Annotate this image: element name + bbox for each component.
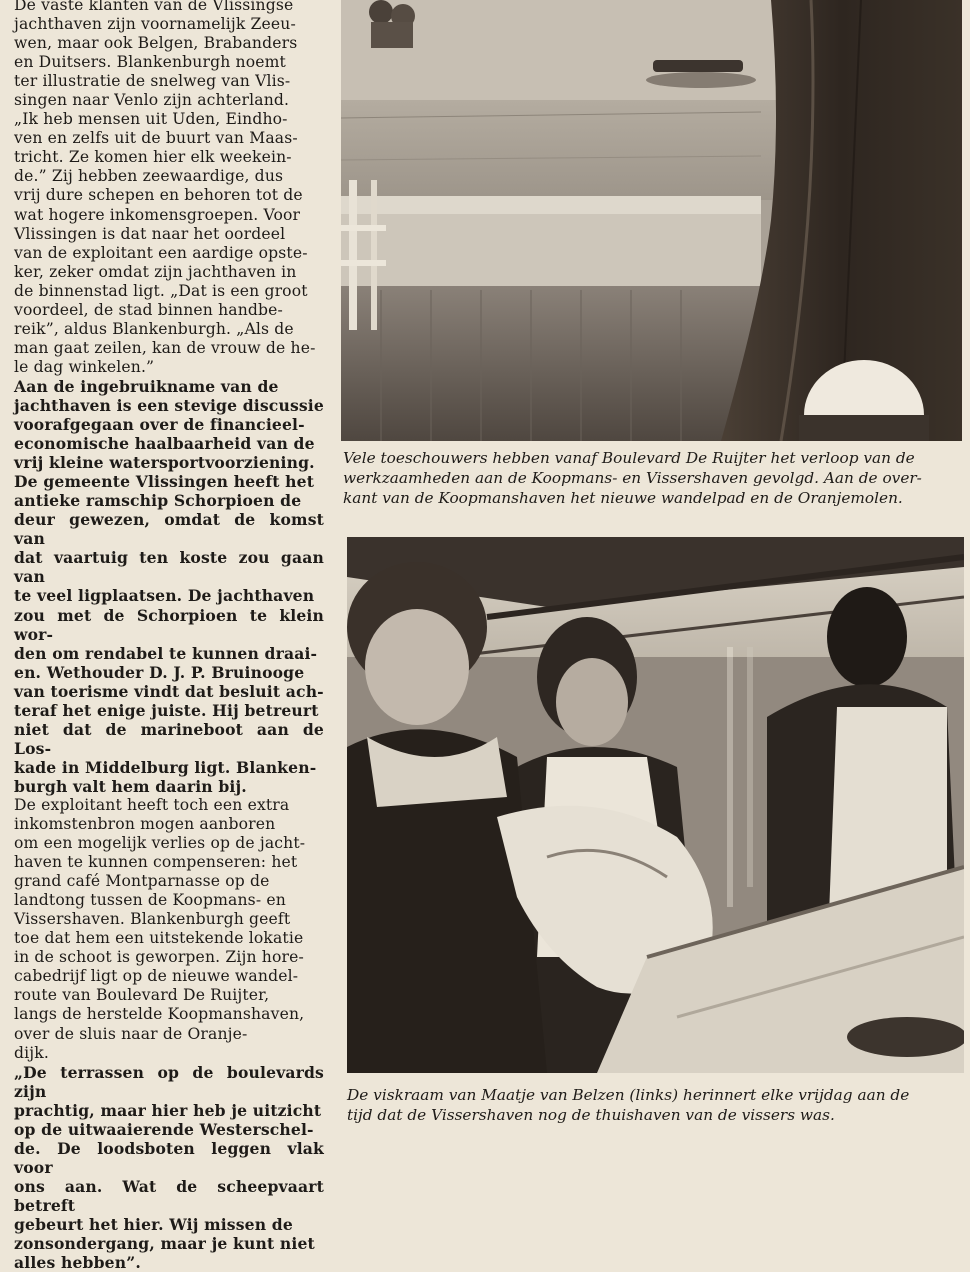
article-paragraph-2: Aan de ingebruikname van de jachthaven is een stevige discussie voorafgegaan over de financieel- economische haalbaarheid van de vrij kleine watersportvoorziening. De gemeente Vlissingen heeft het antieke ramschip Schorpioen de deur gewezen, omdat de komst van dat vaartuig ten koste zou gaan van te veel ligplaatsen. De jachthaven zou met de Schorpioen te klein wor- den om rendabel te kunnen draai- en. Wethouder D. J. P. Bruinooge van toerisme vindt dat besluit ach- teraf het enige juiste. Hij betreurt niet dat de marineboot aan de Los- kade in Middelburg ligt. Blanken- burgh valt hem daarin bij. [14, 376, 324, 796]
harbour-photo-image [341, 0, 962, 441]
fish-stall-photo-image [347, 537, 964, 1073]
article-column [14, 0, 324, 1272]
harbour-photo [341, 0, 962, 441]
article-paragraph-4: „De terrassen op de boulevards zijn prachtig, maar hier heb je uitzicht op de uitwaaierende Westerschel- de. De loodsboten leggen vlak voor ons aan. Wat de scheepvaart betreft gebeurt het hier. Wij missen de zonsondergang, maar je kunt niet alles hebben”. [14, 1062, 324, 1272]
fish-stall-photo [347, 537, 964, 1073]
article-paragraph-1: De vaste klanten van de Vlissingse jachthaven zijn voornamelijk Zeeu- wen, maar ook Belgen, Brabanders en Duitsers. Blankenburgh noemt ter illustratie de snelweg van Vlis- singen naar Venlo zijn achterland. „Ik heb mensen uit Uden, Eindho- ven en zelfs uit de buurt van Maas- tricht. Ze komen hier elk weekein- de.” Zij hebben zeewaardige, dus vrij dure schepen en behoren tot de wat hogere inkomensgroepen. Voor Vlissingen is dat naar het oordeel van de exploitant een aardige opste- ker, zeker omdat zijn jachthaven in de binnenstad ligt. „Dat is een groot voordeel, de stad binnen handbe- reik”, aldus Blankenburgh. „Als de man gaat zeilen, kan de vrouw de he- le dag winkelen.” [14, 0, 316, 376]
article-paragraph-3: De exploitant heeft toch een extra inkomstenbron mogen aanboren om een mogelijk verlies op de jacht- haven te kunnen compenseren: het grand café Montparnasse op de landtong tussen de Koopmans- en Vissershaven. Blankenburgh geeft toe dat hem een uitstekende lokatie in de schoot is geworpen. Zijn hore- cabedrijf ligt op de nieuwe wandel- route van Boulevard De Ruijter, langs de herstelde Koopmanshaven, over de sluis naar de Oranje- dijk. [14, 795, 306, 1062]
fish-stall-photo-caption: De viskraam van Maatje van Belzen (links) herinnert elke vrijdag aan de tijd dat de Vissershaven nog de thuishaven van de vissers was. [347, 1086, 910, 1124]
harbour-photo-caption: Vele toeschouwers hebben vanaf Boulevard De Ruijter het verloop van de werkzaamheden aan de Koopmans- en Vissershaven gevolgd. Aan de over- kant van de Koopmanshaven het nieuwe wandelpad en de Oranjemolen. [343, 449, 922, 507]
